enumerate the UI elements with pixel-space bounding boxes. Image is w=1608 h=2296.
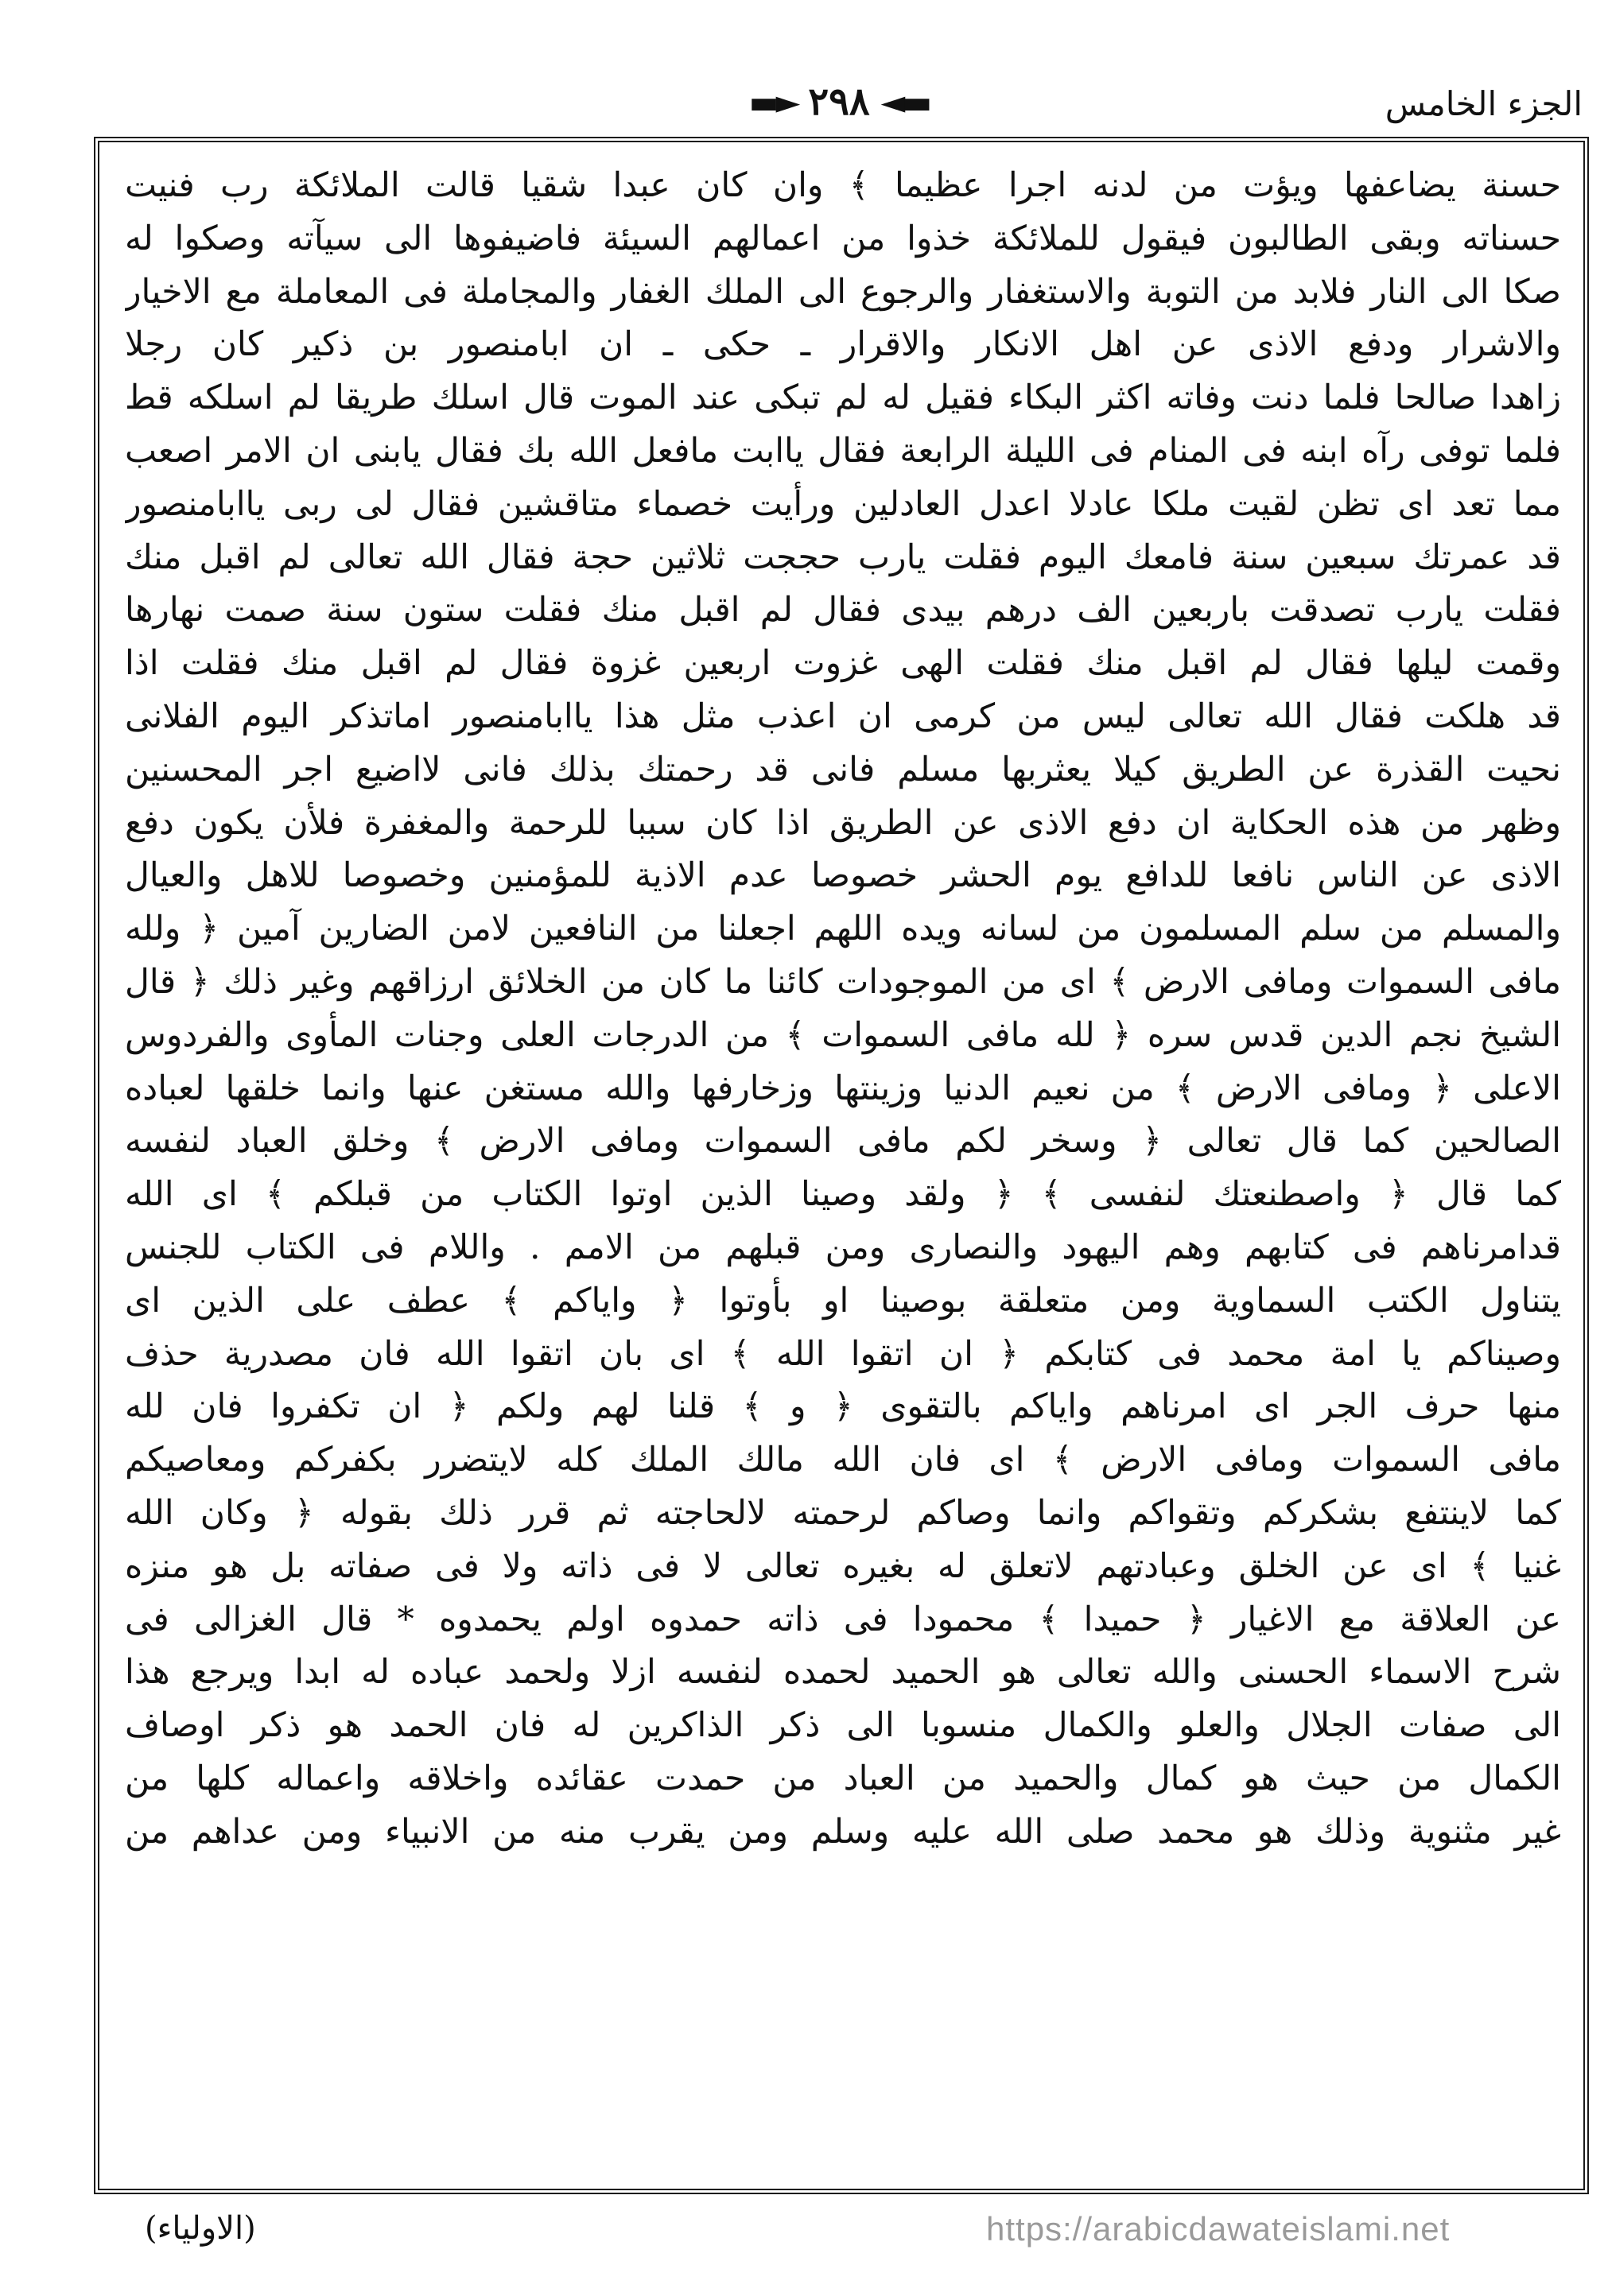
page-number <box>749 80 929 124</box>
text-body <box>125 160 1561 2171</box>
text-line: الى صفات الجلال والعلو والكمال منسوبا الى ذكر الذاكرين له فان الحمد هو ذكر اوصاف <box>125 1706 1561 1746</box>
text-line: مافى السموات ومافى الارض ﴾ اى فان الله مالك الملك كله لايتضرر بكفركم ومعاصيكم <box>125 1441 1561 1480</box>
text-line: والاشرار ودفع الاذى عن اهل الانكار والاقرار ـ حكى ـ ان ابامنصور بن ذكير كان رجلا <box>125 325 1561 365</box>
text-line: يتناول الكتب السماوية ومن متعلقة بوصينا او بأوتوا ﴿ واياكم ﴾ عطف على الذين اى <box>125 1281 1561 1321</box>
text-line: الاعلى ﴿ ومافى الارض ﴾ من نعيم الدنيا وزينتها وزخارفها والله مستغن عنها وانما خلقها لعباده <box>125 1068 1561 1108</box>
text-line: والمسلم من سلم المسلمون من لسانه ويده اللهم اجعلنا من النافعين لامن الضارين آمين ﴿ ولله <box>125 909 1561 949</box>
text-line: عن العلاقة مع الاغيار ﴿ حميدا ﴾ محمودا فى ذاته حمدوه اولم يحمدوه * قال الغزالى فى <box>125 1600 1561 1639</box>
text-line: منها حرف الجر اى امرناهم واياكم بالتقوى ﴿ و ﴾ قلنا لهم ولكم ﴿ ان تكفروا فان لله <box>125 1387 1561 1427</box>
text-line: قد هلكت فقال الله تعالى ليس من كرمى ان اعذب مثل هذا ياابامنصور اماتذكر اليوم الفلانى <box>125 696 1561 736</box>
text-line: كما قال ﴿ واصطنعتك لنفسى ﴾ ﴿ ولقد وصينا الذين اوتوا الكتاب من قبلكم ﴾ اى الله <box>125 1175 1561 1215</box>
text-line: وظهر من هذه الحكاية ان دفع الاذى عن الطريق اذا كان سببا للرحمة والمغفرة فلأن يكون دفع <box>125 803 1561 843</box>
text-line: قد عمرتك سبعين سنة فامعك اليوم فقلت يارب حججت ثلاثين حجة فقال الله تعالى لم اقبل منك <box>125 537 1561 577</box>
part-label: الجزء الخامس <box>1385 84 1583 123</box>
page-number-value: ٢٩٨ <box>808 80 870 124</box>
text-line: فقلت يارب تصدقت باربعين الف درهم بيدى فقال لم اقبل منك فقلت ستون سنة صمت نهارها <box>125 591 1561 630</box>
text-line: الصالحين كما قال تعالى ﴿ وسخر لكم مافى السموات ومافى الارض ﴾ وخلق العباد لنفسه <box>125 1122 1561 1162</box>
text-line: الشيخ نجم الدين قدس سره ﴿ لله مافى السموات ﴾ من الدرجات العلى وجنات المأوى والفردوس <box>125 1015 1561 1055</box>
text-line: فلما توفى رآه ابنه فى المنام فى الليلة الرابعة فقال ياابت مافعل الله بك فقال يابنى ان الامر اصعب <box>125 431 1561 471</box>
text-line: مما تعد اى تظن لقيت ملكا عادلا اعدل العادلين ورأيت خصماء متاقشين فقال لى ربى ياابامنصور <box>125 484 1561 524</box>
text-line: غير مثنوية وذلك هو محمد صلى الله عليه وسلم ومن يقرب منه من الانبياء ومن عداهم من <box>125 1812 1561 1852</box>
text-line: زاهدا صالحا فلما دنت وفاته اكثر البكاء فقيل له لم تبكى عند الموت قال اسلك طريقا لم اسلكه قط <box>125 378 1561 418</box>
text-line: صكا الى النار فلابد من التوبة والاستغفار والرجوع الى الملك الغفار والمجاملة فى المعاملة مع الاخيار <box>125 272 1561 312</box>
text-line: شرح الاسماء الحسنى والله تعالى هو الحميد لحمده لنفسه ازلا ولحمد عباده له ابدا ويرجع هذا <box>125 1653 1561 1693</box>
text-line: نحيت القذرة عن الطريق كيلا يعثربها مسلم فانى قد رحمتك بذلك فانى لااضيع اجر المحسنين <box>125 750 1561 789</box>
watermark: https://arabicdawateislami.net <box>986 2210 1451 2248</box>
page-header <box>95 76 1583 140</box>
ornament-left-icon: ◄▬ <box>880 83 930 121</box>
ornament-right-icon: ▬► <box>748 83 798 121</box>
footer-signature: (الاولياء) <box>145 2210 256 2247</box>
text-line: قدامرناهم فى كتابهم وهم اليهود والنصارى ومن قبلهم من الامم . واللام فى الكتاب للجنس <box>125 1228 1561 1267</box>
text-line: حسنة يضاعفها ويؤت من لدنه اجرا عظيما ﴾ وان كان عبدا شقيا قالت الملائكة رب فنيت <box>125 166 1561 205</box>
text-line: مافى السموات ومافى الارض ﴾ اى من الموجودات كائنا ما كان من الخلائق ارزاقهم وغير ذلك ﴿ قال <box>125 962 1561 1002</box>
text-line: الكمال من حيث هو كمال والحميد من العباد من حمدت عقائده واخلاقه واعماله كلها من <box>125 1759 1561 1798</box>
text-line: حسناته وبقى الطالبون فيقول للملائكة خذوا من اعمالهم السيئة فاضيفوها الى سيآته وصكوا له <box>125 219 1561 258</box>
text-line: وصيناكم يا امة محمد فى كتابكم ﴿ ان اتقوا الله ﴾ اى بان اتقوا الله فان مصدرية حذف <box>125 1334 1561 1374</box>
text-line: كما لاينتفع بشكركم وتقواكم وانما وصاكم لرحمته لالحاجته ثم قرر ذلك بقوله ﴿ وكان الله <box>125 1493 1561 1533</box>
text-line: الاذى عن الناس نافعا للدافع يوم الحشر خصوصا عدم الاذية للمؤمنين وخصوصا للاهل والعيال <box>125 856 1561 896</box>
text-line: وقمت ليلها فقال لم اقبل منك فقلت الهى غزوت اربعين غزوة فقال لم اقبل منك فقلت اذا <box>125 644 1561 684</box>
text-line: غنيا ﴾ اى عن الخلق وعبادتهم لاتعلق له بغيره تعالى لا فى ذاته ولا فى صفاته بل هو منزه <box>125 1546 1561 1586</box>
text-frame <box>94 137 1589 2194</box>
